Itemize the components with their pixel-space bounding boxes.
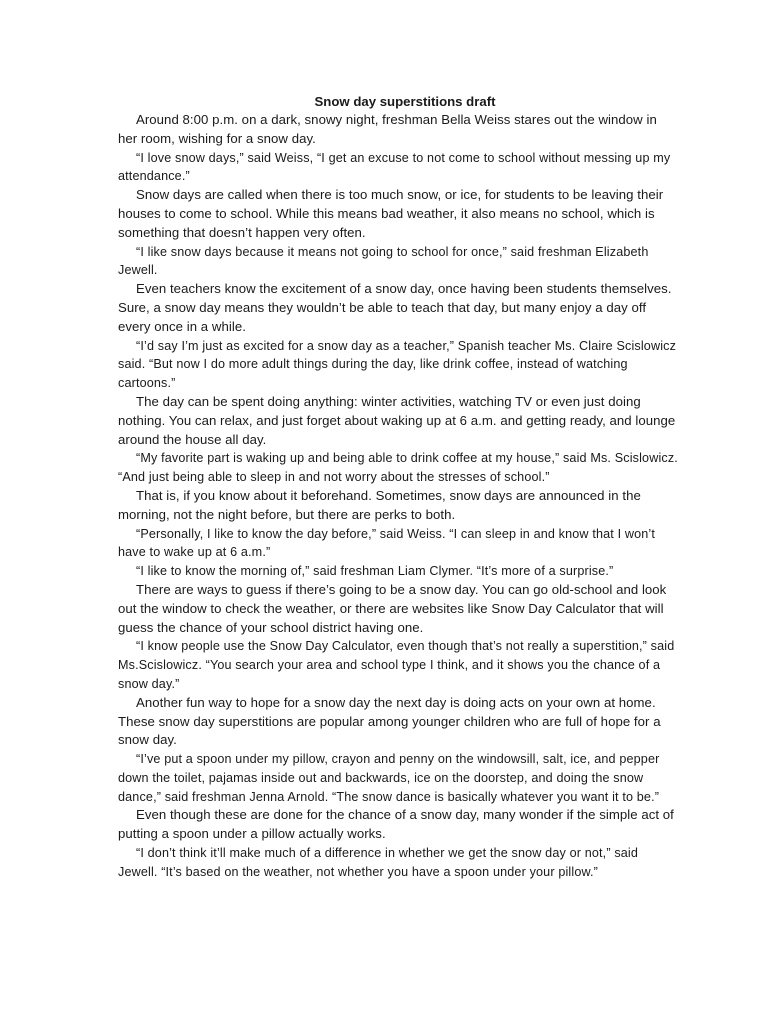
paragraph: Snow days are called when there is too much snow, or ice, for students to be leaving their houses to come to school. While this means bad weather, it also means no school, which is something that doesn’t happen very often. (118, 187, 664, 240)
quote-paragraph: “I like snow days because it means not going to school for once,” said freshman Elizabeth Jewell. (118, 244, 649, 278)
quote-paragraph: “I don’t think it’ll make much of a difference in whether we get the snow day or not,” said Jewell. “It’s based on the weather, not whether you have a spoon under your pillow.” (118, 846, 639, 879)
document-title: Snow day superstitions draft (314, 94, 496, 109)
paragraph: Even teachers know the excitement of a snow day, once having been students themselves. Sure, a snow day means they wouldn’t be able to teach that day, but many enjoy a day off every once in a while. (118, 281, 672, 334)
paragraph: That is, if you know about it beforehand. Sometimes, snow days are announced in the morning, not the night before, but there are perks to both. (118, 487, 641, 522)
quote-paragraph: “Personally, I like to know the day before,” said Weiss. “I can sleep in and know that I won’t have to wake up at 6 a.m.” (118, 526, 656, 560)
quote-paragraph: “I’ve put a spoon under my pillow, crayon and penny on the windowsill, salt, ice, and pepper down the toilet, pajamas inside out and backwards, ice on the doorstep, and doing the snow dance,” said freshman Jenna Arnold. “The snow dance is basically whatever you want it to be.” (118, 752, 660, 804)
paragraph: Even though these are done for the chance of a snow day, many wonder if the simple act of putting a spoon under a pillow actually works. (118, 807, 674, 842)
quote-paragraph: “My favorite part is waking up and being able to drink coffee at my house,” said Ms. Scislowicz. “And just being able to sleep in and not worry about the stresses of school.” (118, 451, 678, 485)
quote-paragraph: “I love snow days,” said Weiss, “I get an excuse to not come to school without messing up my attendance.” (118, 150, 671, 184)
quote-paragraph: “I know people use the Snow Day Calculator, even though that’s not really a superstition,” said Ms.Scislowicz. “You search your area and school type I think, and it shows you the chance of a snow day.” (118, 639, 675, 691)
paragraph: There are ways to guess if there’s going to be a snow day. You can go old-school and look out the window to check the weather, or there are websites like Snow Day Calculator that will guess the chance of your school district having one. (118, 581, 667, 635)
paragraph: The day can be spent doing anything: winter activities, watching TV or even just doing nothing. You can relax, and just forget about waking up at 6 a.m. and getting ready, and lounge around the house all day. (118, 393, 676, 447)
document-body (118, 92, 678, 882)
quote-paragraph: “I like to know the morning of,” said freshman Liam Clymer. “It’s more of a surprise.” (136, 564, 614, 579)
quote-paragraph: “I’d say I’m just as excited for a snow day as a teacher,” Spanish teacher Ms. Claire Scislowicz said. “But now I do more adult things during the day, like drink coffee, instead of watching cartoons.” (118, 338, 677, 391)
paragraph: Another fun way to hope for a snow day the next day is doing acts on your own at home. These snow day superstitions are popular among younger children who are full of hope for a snow day. (118, 694, 661, 748)
paragraph: Around 8:00 p.m. on a dark, snowy night, freshman Bella Weiss stares out the window in her room, wishing for a snow day. (118, 112, 657, 146)
